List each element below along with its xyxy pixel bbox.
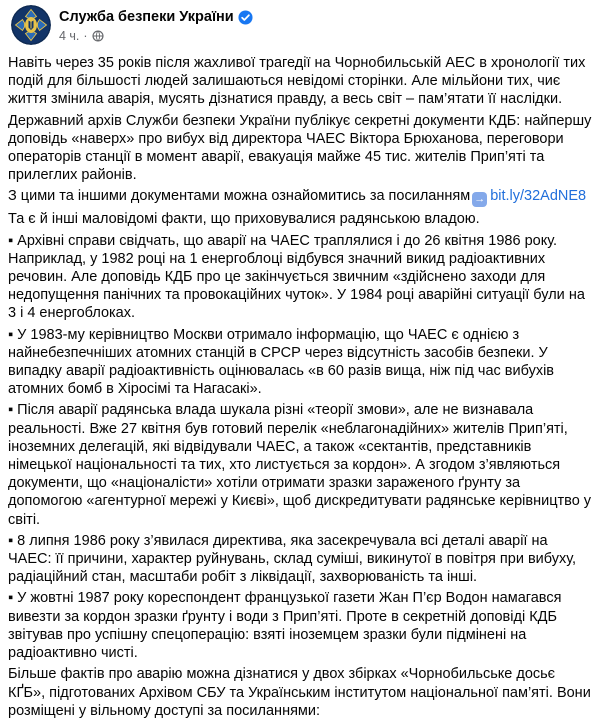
bullet-paragraph-1983-moscow: ▪ У 1983-му керівництво Москви отримало інформацію, що ЧАЕС є однією з найнебезпечніших атомних станцій в СРСР через відсутність засобів безпеки. У випадку аварії радіоактивність оцінювалась «в 60 разів вища, ніж під час вибухів атомних бомб в Хіросімі та Нагасакі».: [8, 326, 559, 398]
post-body: [0, 45, 608, 720]
post-meta: [59, 28, 253, 44]
verified-badge-icon: [238, 10, 253, 25]
paragraph-link-line: [8, 187, 594, 207]
globe-audience-icon: [92, 30, 104, 42]
bullet-paragraph-1987-journalist: ▪ У жовтні 1987 року кореспондент французької газети Жан П’єр Водон намагався вивезти за кордон зразки ґрунту і води з Прип’яті. Проте в секретній доповіді КДБ звітував про успішну спецоперацію: взяті іноземцем зразки були підмінені на радіоактивно чисті.: [8, 590, 566, 662]
sbu-emblem-icon: [11, 5, 51, 45]
paragraph-more-facts: Більше фактів про аварію можна дізнатися у двох збірках «Чорнобильське досьє КҐБ», підготованих Архівом СБУ та Українським інститутом національної пам’яті. Вони розміщені у вільному доступі за посиланнями:: [8, 666, 595, 719]
header-info: [59, 5, 253, 44]
name-row: [59, 8, 253, 27]
right-arrow-emoji-icon: →: [474, 193, 486, 206]
paragraph-archive: Державний архів Служби безпеки України публікує секретні документи КДБ: найпершу доповідь «наверх» про вибух від директора ЧАЕС Віктора Брюханова, переговори операторів станції в момент аварії, евакуація майже 45 тис. жителів Прип’яті та прилеглих районів.: [8, 112, 596, 184]
paragraph-intro: Навіть через 35 років після жахливої трагедії на Чорнобильській АЕС в хронології тих подій для більшості людей залишаються невідомі сторінки. Але мільйони тих, чиє життя змінила аварія, мусять дізнатися правду, а весь світ – пам’ятати її наслідки.: [8, 55, 590, 108]
timestamp[interactable]: 4 ч.: [59, 29, 80, 43]
post-header: [0, 0, 608, 45]
bullet-paragraph-conspiracy: ▪ Після аварії радянська влада шукала різні «теорії змови», але не визнавала реальності. Вже 27 квітня був готовий перелік «неблагонадійних» жителів Прип’яті, іноземних делегацій, які відвідували ЧАЕС, а також «сектантів, представників німецької національності та тих, хто листується за кордон». А згодом з’являються документи, що «націоналісти» хотіли отримати зразки зараженого ґрунту за допомогою «агентурної мережі у Києві», щоб дискредитувати радянське керівництво у світі.: [8, 402, 596, 528]
bullet-paragraph-1982-accidents: ▪ Архівні справи свідчать, що аварії на ЧАЕС траплялися і до 26 квітня 1986 року. Наприклад, у 1982 році на 1 енергоблоці відбувся значний викид радіоактивних речовин. Але доповідь КДБ про це закінчується звичним «здійснено заходи для недопущення панічних та провокаційних чуток». У 1984 році аварійні ситуації були на 3 і 4 енергоблоках.: [8, 232, 589, 322]
link-line-prefix: З цими та іншими документами можна ознайомитись за посиланням: [8, 188, 471, 205]
bitly-link[interactable]: bit.ly/32AdNE8: [490, 188, 587, 205]
bullet-paragraph-1986-directive: ▪ 8 липня 1986 року з’явилася директива, яка засекречувала всі деталі аварії на ЧАЕС: її причини, характер руйнувань, склад суміші, викинутої в повітря при вибуху, радіаційний стан, масштаби робіт з ліквідації, захворюваність та інші.: [8, 532, 581, 586]
paragraph-other-facts: Та є й інші маловідомі факти, що приховувалися радянською владою.: [8, 211, 480, 228]
page-name-link[interactable]: Служба безпеки України: [59, 9, 234, 25]
meta-separator: ·: [83, 29, 88, 43]
page-avatar[interactable]: [11, 5, 51, 45]
